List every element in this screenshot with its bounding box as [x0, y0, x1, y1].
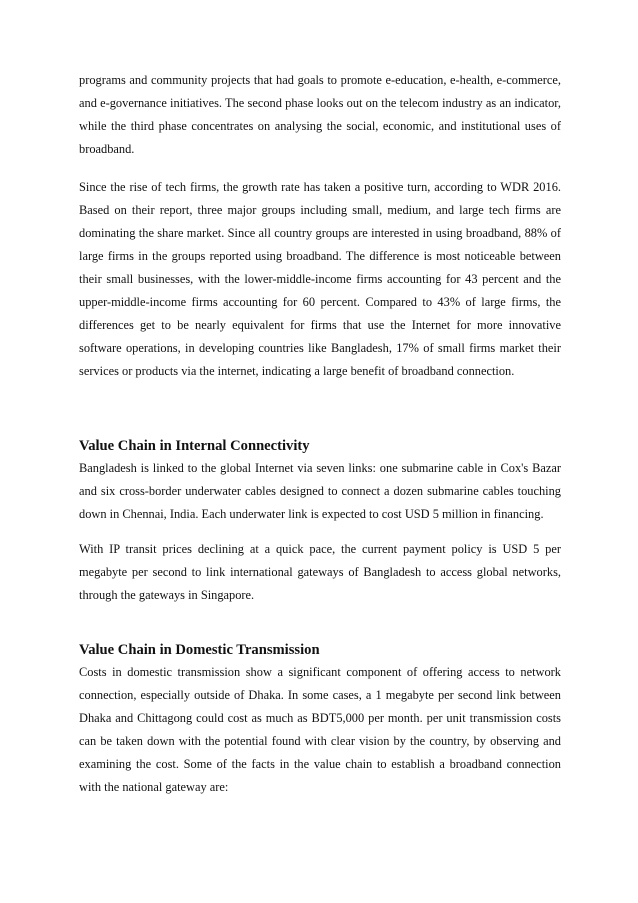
- page-content: [79, 69, 561, 799]
- heading-internal-connectivity: Value Chain in Internal Connectivity: [79, 438, 310, 454]
- paragraph-internal-links: Bangladesh is linked to the global Internet via seven links: one submarine cable in Cox's Bazar and six cross-border underwater cables designed to connect a dozen submarine cables touching down in Chennai, India. Each underwater link is expected to cost USD 5 million in financing.: [79, 461, 561, 521]
- paragraph-ip-transit: With IP transit prices declining at a quick pace, the current payment policy is USD 5 per megabyte per second to link international gateways of Bangladesh to access global networks, through the gateways in Singapore.: [79, 542, 561, 602]
- paragraph-wdr-2016: Since the rise of tech firms, the growth rate has taken a positive turn, according to WDR 2016. Based on their report, three major groups including small, medium, and large tech firms are dominating the share market. Since all country groups are interested in using broadband, 88% of large firms in the groups reported using broadband. The difference is most noticeable between their small businesses, with the lower-middle-income firms accounting for 43 percent and the upper-middle-income firms accounting for 60 percent. Compared to 43% of large firms, the differences get to be nearly equivalent for firms that use the Internet for more innovative software operations, in developing countries like Bangladesh, 17% of small firms market their services or products via the internet, indicating a large benefit of broadband connection.: [79, 180, 561, 378]
- heading-domestic-transmission: Value Chain in Domestic Transmission: [79, 642, 320, 658]
- paragraph-intro-continued: programs and community projects that had goals to promote e-education, e-health, e-commerce, and e-governance initiatives. The second phase looks out on the telecom industry as an indicator, while the third phase concentrates on analysing the social, economic, and institutional uses of broadband.: [79, 73, 561, 156]
- paragraph-domestic-costs: Costs in domestic transmission show a significant component of offering access to network connection, especially outside of Dhaka. In some cases, a 1 megabyte per second link between Dhaka and Chittagong could cost as much as BDT5,000 per month. per unit transmission costs can be taken down with the potential found with clear vision by the country, by observing and examining the cost. Some of the facts in the value chain to establish a broadband connection with the national gateway are:: [79, 665, 561, 794]
